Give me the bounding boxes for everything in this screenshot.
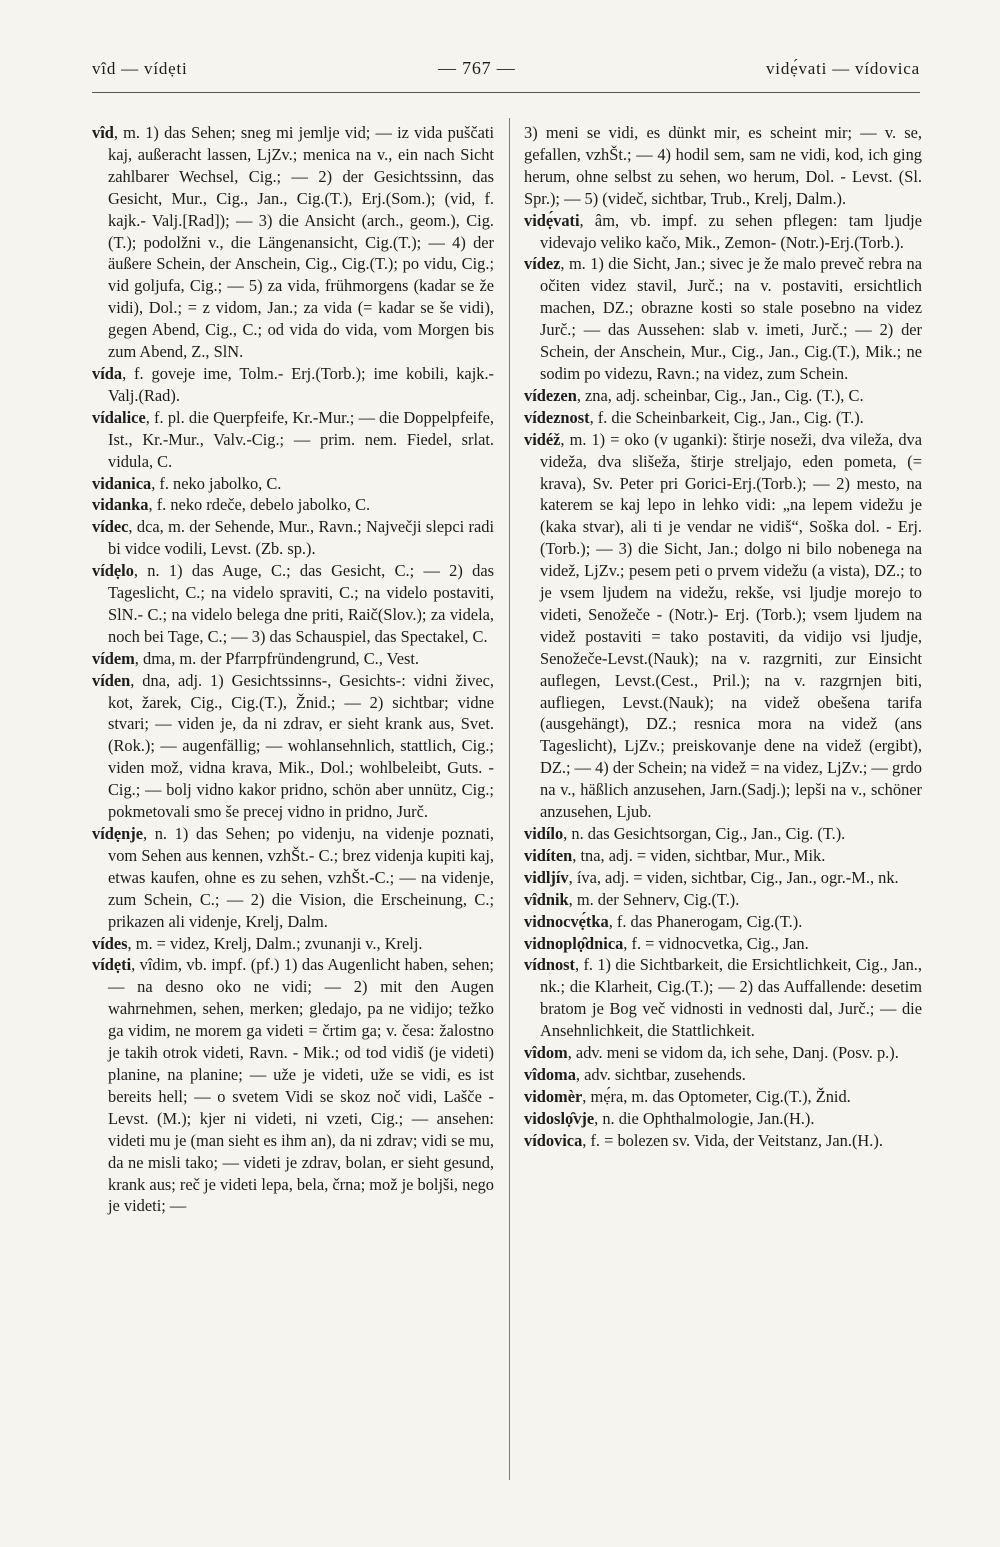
dictionary-entry	[92, 560, 494, 648]
entry-headword: vîdnik	[524, 889, 569, 909]
entry-headword: vídeznost	[524, 407, 590, 427]
page-header	[92, 58, 920, 88]
dictionary-entry	[524, 429, 922, 823]
entry-definition: , f. goveje ime, Tolm.- Erj.(Torb.); ime kobili, kajk.- Valj.(Rad).	[108, 363, 494, 405]
dictionary-entry	[92, 954, 494, 1217]
entry-headword: vidanka	[92, 495, 149, 515]
entry-headword: vidéž	[524, 429, 561, 449]
dictionary-entry	[524, 253, 922, 384]
dictionary-entry	[524, 1042, 922, 1064]
dictionary-entry	[524, 933, 922, 955]
entry-definition: , dca, m. der Sehende, Mur., Ravn.; Največji slepci radi bi vidce vodili, Levst. (Zb. sp.).	[108, 517, 494, 559]
entry-headword: vída	[92, 363, 123, 383]
entry-headword: vidíten	[524, 845, 573, 865]
entry-definition: , dna, adj. 1) Gesichtssinns-, Gesichts-: vidni živec, kot, žarek, Cig., Cig.(T.), Žnid.; — 2) sichtbar; vidne stvari; — viden je, da ni zdrav, er sieht krank aus, Svet. (Rok.); — augenfällig; — wohlansehnlich, stattlich, Cig.; viden mož, vidna krava, Mik., Dol.; wohlbeleibt, Guts. - Cig.; — bolj vidno kakor pridno, schön aber unnütz, Cig.; pokmetovali smo še precej vidno in pridno, Jurč.	[108, 670, 494, 822]
entry-definition: 3) meni se vidi, es dünkt mir, es scheint mir; — v. se, gefallen, vzhŠt.; — 4) hodil sem, sam ne vidi, kod, ich ging herum, ohne selbst zu sehen, wo herum, Dol. - Levst. (Sl. Spr.); — 5) (videč, sichtbar, Trub., Krelj, Dalm.).	[524, 123, 922, 208]
entry-definition: , mẹ́ra, m. das Optometer, Cig.(T.), Žnid.	[582, 1086, 851, 1106]
dictionary-entry	[524, 889, 922, 911]
dictionary-entry	[92, 648, 494, 670]
entry-definition: , adv. sichtbar, zusehends.	[575, 1064, 746, 1084]
entry-definition: , m. 1) die Sicht, Jan.; sivec je že malo preveč rebra na očiten videz stavil, Jurč.; na v. postaviti, ersichtlich machen, DZ.; obrazne kosti so stale posebno na videz Jurč.; — das Aussehen: slab v. imeti, Jurč.; — 2) der Schein, der Anschein, Mur., Cig., Jan., Cig.(T.), Mik.; ne sodim po videzu, Ravn.; na videz, zum Schein.	[540, 254, 922, 383]
entry-definition: , f. = vidnocvetka, Cig., Jan.	[623, 933, 809, 953]
entry-definition: , zna, adj. scheinbar, Cig., Jan., Cig. (T.), C.	[576, 385, 864, 405]
entry-headword: vídovica	[524, 1130, 583, 1150]
dictionary-entry	[524, 1130, 922, 1152]
dictionary-entry	[524, 954, 922, 1042]
entry-headword: víden	[92, 670, 131, 690]
dictionary-entry	[524, 385, 922, 407]
entry-headword: vîdom	[524, 1043, 568, 1063]
right-column	[524, 122, 922, 1152]
left-column	[92, 122, 494, 1217]
entry-definition: , m. = videz, Krelj, Dalm.; zvunanji v., Krelj.	[127, 933, 423, 953]
dictionary-entry	[92, 670, 494, 823]
entry-headword: vidoslọ̑vje	[524, 1108, 595, 1128]
entry-headword: vídẹlo	[92, 561, 134, 581]
dictionary-entry	[524, 845, 922, 867]
dictionary-entry	[92, 407, 494, 473]
page-number: — 767 —	[437, 58, 516, 78]
dictionary-entry	[524, 867, 922, 889]
entry-definition: , m. 1) = oko (v uganki): štirje noseži, dva vileža, dva videža, dva slišeža, štirje streljajo, eden pometa, (= krava), Sv. Peter pri Gorici-Erj.(Torb.); — 2) mesto, na katerem se kaj lepo in lehko vidi: „na lepem videžu je (kaka stvar), ali ti je vendar ne vidiš“, Soška dol. - Erj.(Torb.); — 3) die Sicht, Jan.; dolgo ni bilo nobenega na videž, LjZv.; pesem peti o prvem videžu (a vista), DZ.; to je vsem ljudem na videžu, rekše, vsi ljudje morejo to videti, Senožeče - (Notr.)- Erj. (Torb.); vsem ljudem na videž postaviti = tako postaviti, da vidijo vsi ljudje, Senožeče-Levst.(Nauk); na v. razgrniti, zur Einsicht auflegen, Levst.(Cest., Pril.); na v. razgrnjen biti, aufliegen, Levst.(Nauk); na videž obešena tarifa (ausgehängt), DZ.; resnica mora na videž (ans Tageslicht), LjZv.; preiskovanje dene na videž (ergibt), DZ.; — 4) der Schein; na videž = na videz, LjZv.; — grdo na v., häßlich anzusehen, Jarn.(Sadj.); lepši na v., schöner anzusehen, Ljub.	[540, 429, 922, 822]
entry-definition: , f. = bolezen sv. Vida, der Veitstanz, Jan.(H.).	[582, 1130, 883, 1150]
entry-definition: , dma, m. der Pfarrpfründengrund, C., Vest.	[134, 648, 419, 668]
dictionary-entry	[524, 210, 922, 254]
entry-definition: , f. 1) die Sichtbarkeit, die Ersichtlichkeit, Cig., Jan., nk.; die Klarheit, Cig.(T.); — 2) das Auffallende: desetim bratom je Bog več vidnosti in vednosti dal, Jurč.; — die Ansehnlichkeit, die Stattlichkeit.	[540, 955, 922, 1041]
entry-definition: , n. das Gesichtsorgan, Cig., Jan., Cig. (T.).	[563, 824, 846, 843]
entry-headword: vídez	[524, 254, 561, 274]
entry-definition: , m. 1) das Sehen; sneg mi jemlje vid; — iz vida puščati kaj, außeracht lassen, LjZv.; menica na v., ein nach Sicht zahlbarer Wechsel, Cig.; — 2) der Gesichtssinn, das Gesicht, Mur., Cig., Jan., Cig.(T.), Erj.(Som.); (vid, f. kajk.- Valj.[Rad]); — 3) die Ansicht (arch., geom.), Cig.(T.); podolžni v., die Längenansicht, Cig.(T.); — 4) der äußere Schein, der Anschein, Cig., Cig.(T.); po vidu, Cig.; vid goljufa, Cig.; — 5) za vida, frühmorgens (kadar se že vidi), Dol.; = z vidom, Jan.; za vida (= kadar se še vidi), gegen Abend, Cig., C.; od vida do vida, vom Morgen bis zum Abend, Z., SlN.	[108, 123, 494, 362]
entry-headword: vidílo	[524, 824, 564, 843]
entry-definition: , íva, adj. = viden, sichtbar, Cig., Jan., ogr.-M., nk.	[568, 867, 899, 887]
entry-headword: vídẹti	[92, 955, 132, 975]
entry-definition: , f. pl. die Querpfeife, Kr.-Mur.; — die Doppelpfeife, Ist., Kr.-Mur., Valv.-Cig.; — prim. nem. Fiedel, srlat. vidula, C.	[108, 407, 494, 471]
entry-headword: vídem	[92, 648, 135, 668]
header-rule	[92, 92, 920, 93]
entry-headword: vîd	[92, 123, 114, 142]
dictionary-entry	[524, 823, 922, 845]
entry-headword: vidomèr	[524, 1086, 583, 1106]
entry-headword: vîdoma	[524, 1064, 576, 1084]
entry-headword: vidljív	[524, 867, 569, 887]
dictionary-entry	[92, 494, 494, 516]
header-left-guide-words: vîd — vídẹti	[92, 59, 188, 78]
dictionary-entry	[524, 1086, 922, 1108]
entry-headword: vídes	[92, 933, 128, 953]
entry-headword: vidẹ́vati	[524, 210, 580, 230]
header-right-guide-words: vidẹ́vati — vídovica	[766, 59, 920, 78]
dictionary-entry	[92, 122, 494, 363]
dictionary-entry	[524, 407, 922, 429]
dictionary-entry	[92, 516, 494, 560]
entry-definition: , m. der Sehnerv, Cig.(T.).	[568, 889, 740, 909]
entry-headword: vídnost	[524, 955, 576, 975]
entry-definition: , n. 1) das Sehen; po videnju, na videnje poznati, vom Sehen aus kennen, vzhŠt.- C.; brez videnja kupiti kaj, etwas kaufen, ohne es zu sehen, vzhŠt.-C.; — na videnje, zum Schein, C.; — 2) die Vision, die Erscheinung, C.; prikazen ali videnje, Krelj, Dalm.	[108, 824, 494, 931]
entry-definition: , tna, adj. = viden, sichtbar, Mur., Mik.	[572, 845, 826, 865]
entry-definition: , vîdim, vb. impf. (pf.) 1) das Augenlicht haben, sehen; — na desno oko ne vidi; — 2) mit den Augen wahrnehmen, sehen, merken; gledajo, pa ne vidijo; težko ga vidim, ne morem ga videti = črtim ga; v. česa: žalostno je takih otrok videti, Ravn. - Mik.; od tod vidiš (je videti) planine, na planine; — uže je videti, uže se vidi, es ist bereits hell; — o svetem Vidi se skoz noč vidi, Lašče - Levst. (M.); kjer ni videti, ni vzeti, Cig.; — ansehen: videti mu je (man sieht es ihm an), da ni zdrav; vidi se mu, da ne misli tako; — videti je zdrav, bolan, er sieht gesund, krank aus; reč je videti lepa, bela, črna; mož je boljši, nego je videti; —	[108, 955, 494, 1216]
dictionary-entry	[524, 1064, 922, 1086]
entry-definition: , n. die Ophthalmologie, Jan.(H.).	[594, 1108, 815, 1128]
entry-definition: , f. die Scheinbarkeit, Cig., Jan., Cig. (T.).	[589, 407, 864, 427]
entry-headword: vídalice	[92, 407, 146, 427]
column-divider	[509, 118, 510, 1480]
entry-headword: vídezen	[524, 385, 577, 405]
dictionary-entry	[524, 1108, 922, 1130]
entry-definition: , f. das Phanerogam, Cig.(T.).	[608, 911, 803, 931]
entry-definition: , âm, vb. impf. zu sehen pflegen: tam ljudje videvajo veliko kačo, Mik., Zemon- (Notr.)-Erj.(Torb.).	[540, 210, 922, 252]
entry-definition: , f. neko rdeče, debelo jabolko, C.	[148, 495, 371, 515]
entry-headword: vidnoplọ̑dnica	[524, 933, 624, 953]
entry-headword: vidnocvẹ́tka	[524, 911, 609, 931]
entry-headword: vídẹnje	[92, 824, 143, 843]
entry-definition: , n. 1) das Auge, C.; das Gesicht, C.; — 2) das Tageslicht, C.; na videlo spraviti, C.; na videlo postaviti, SlN.- C.; na videlo belega dne priti, Raič(Slov.); za videla, noch bei Tage, C.; — 3) das Schauspiel, das Spectakel, C.	[108, 561, 494, 646]
entry-definition: , f. neko jabolko, C.	[151, 473, 282, 493]
dictionary-entry	[92, 933, 494, 955]
dictionary-entry	[92, 473, 494, 495]
entry-headword: vídec	[92, 517, 129, 537]
entry-headword: vidanica	[92, 473, 152, 493]
entry-definition: , adv. meni se vidom da, ich sehe, Danj. (Posv. p.).	[567, 1043, 899, 1063]
dictionary-entry	[92, 363, 494, 407]
dictionary-entry	[92, 823, 494, 933]
dictionary-entry	[524, 122, 922, 210]
dictionary-entry	[524, 911, 922, 933]
